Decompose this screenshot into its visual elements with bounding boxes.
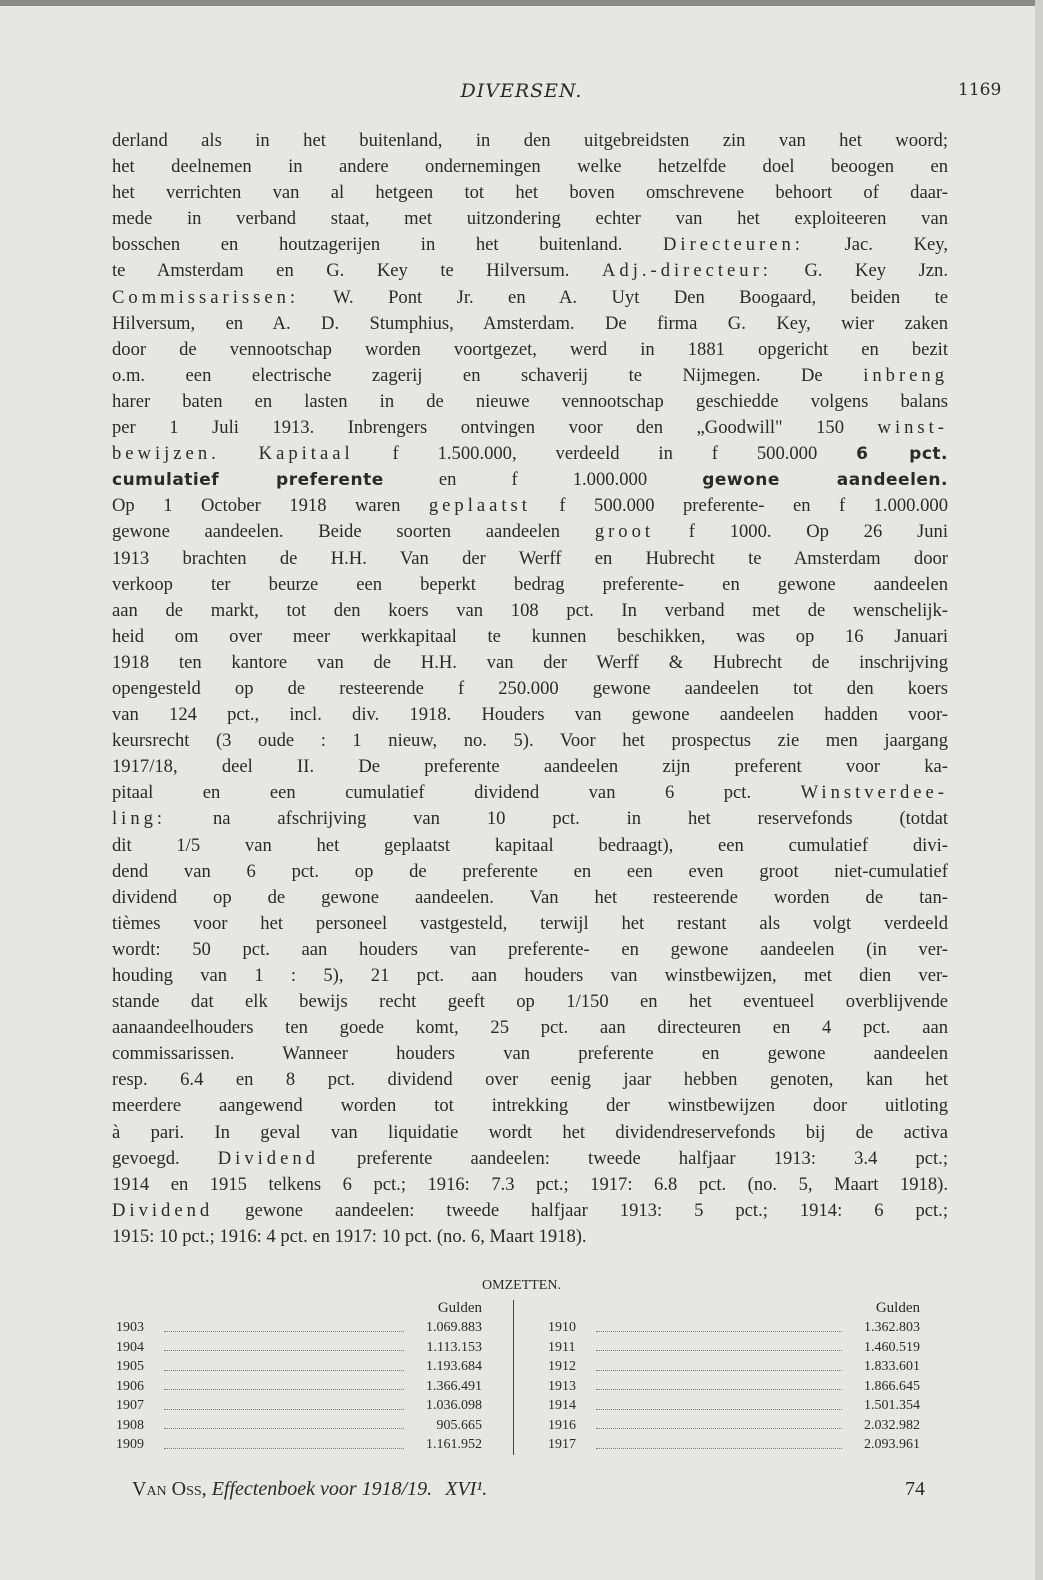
- bold-emphasis: 6 pct.: [856, 444, 948, 465]
- table-row: [116, 1435, 482, 1455]
- text-line: [112, 833, 948, 859]
- text-segment: pitaal en een cumulatief dividend van 6 pct.: [112, 782, 801, 804]
- column-header: Gulden: [875, 1300, 920, 1316]
- text-line: [112, 258, 948, 284]
- text-segment: [220, 443, 259, 464]
- text-line: [112, 154, 948, 180]
- footer-sheet-number: 74: [905, 1478, 925, 1500]
- text-segment: resp. 6.4 en 8 pct. dividend over eenig jaar hebben genoten, kan het: [112, 1069, 948, 1091]
- text-line: [112, 1093, 948, 1119]
- turnover-value: 2.032.982: [864, 1417, 920, 1433]
- text-segment: Hilversum, en A. D. Stumphius, Amsterdam. De firma G. Key, wier zaken: [112, 312, 948, 334]
- text-line: [112, 1146, 948, 1172]
- leader-dots: [164, 1318, 404, 1332]
- table-row: [548, 1338, 920, 1358]
- turnover-value: 1.460.519: [864, 1339, 920, 1355]
- year: 1912: [548, 1359, 576, 1374]
- leader-dots: [164, 1396, 404, 1410]
- text-segment: heid om over meer werkkapitaal te kunnen beschikken, was op 16 Januari: [112, 625, 948, 647]
- text-segment: derland als in het buitenland, in den uitgebreidsten zin van het woord;: [112, 130, 948, 151]
- text-line: [112, 963, 948, 989]
- text-line: [112, 806, 948, 832]
- text-segment: gevoegd.: [112, 1147, 218, 1169]
- text-segment: stande dat elk bewijs recht geeft op 1/150 en het eventueel overblijvende: [112, 991, 948, 1013]
- text-line: [112, 1041, 948, 1067]
- text-segment: f 1000. Op 26 Juni: [654, 521, 948, 543]
- year: 1911: [548, 1339, 576, 1355]
- text-line: [112, 285, 948, 311]
- text-line: [112, 232, 948, 258]
- leader-dots: [164, 1416, 404, 1430]
- text-line: [112, 337, 948, 363]
- spaced-emphasis: bewijzen.: [112, 443, 220, 465]
- spaced-emphasis: inbreng: [863, 364, 948, 386]
- text-segment: dend van 6 pct. op de preferente en een even groot niet-cumulatief: [112, 860, 948, 882]
- year: 1904: [116, 1339, 144, 1355]
- text-segment: opengesteld op de resteerende f 250.000 gewone aandeelen tot den koers: [112, 677, 948, 699]
- leader-dots: [596, 1435, 842, 1449]
- footer: [132, 1478, 925, 1501]
- text-line: [112, 885, 948, 911]
- leader-dots: [596, 1396, 842, 1410]
- text-line: [112, 1120, 948, 1146]
- text-line: [112, 937, 948, 963]
- leader-dots: [596, 1377, 842, 1391]
- text-segment: Op 1 October 1918 waren: [112, 495, 429, 517]
- text-line: [112, 546, 948, 572]
- text-segment: 1918 ten kantore van de H.H. van der Werff & Hubrecht de inschrijving: [112, 651, 948, 673]
- turnover-value: 1.362.803: [864, 1320, 920, 1335]
- text-segment: à pari. In geval van liquidatie wordt het dividendreservefonds bij de activa: [112, 1121, 948, 1143]
- turnover-value: 905.665: [436, 1417, 482, 1433]
- text-segment: 1917/18, deel II. De preferente aandeelen zijn preferent voor ka-: [112, 756, 948, 778]
- text-segment: f 500.000 preferente- en f 1.000.000: [530, 495, 948, 517]
- text-line: [112, 441, 948, 467]
- spaced-emphasis: Commissarissen:: [112, 286, 300, 308]
- text-segment: commissarissen. Wanneer houders van preferente en gewone aandeelen: [112, 1043, 948, 1065]
- text-line: [112, 311, 948, 337]
- text-line: [112, 128, 948, 154]
- text-segment: aanaandeelhouders ten goede komt, 25 pct. aan directeuren en 4 pct. aan: [112, 1017, 948, 1039]
- running-header: DIVERSEN.: [460, 80, 583, 102]
- footer-section: XVI¹.: [445, 1478, 488, 1500]
- scan-edge-right: [1035, 0, 1043, 1580]
- year: 1903: [116, 1320, 144, 1335]
- text-segment: keursrecht (3 oude : 1 nieuw, no. 5). Voor het prospectus zie men jaargang: [112, 730, 948, 752]
- text-segment: van 124 pct., incl. div. 1918. Houders van gewone aandeelen hadden voor-: [112, 704, 948, 726]
- text-line: [112, 1015, 948, 1041]
- leader-dots: [164, 1357, 404, 1371]
- column-header: Gulden: [437, 1300, 482, 1316]
- text-segment: G. Key Jzn.: [771, 260, 948, 282]
- scan-edge: [0, 0, 1043, 6]
- year: 1914: [548, 1398, 576, 1413]
- turnover-value: 1.366.491: [426, 1378, 482, 1394]
- text-line: [112, 754, 948, 780]
- text-segment: bosschen en houtzagerijen in het buitenland.: [112, 234, 663, 256]
- leader-dots: [164, 1338, 404, 1352]
- text-segment: mede in verband staat, met uitzondering echter van het exploiteeren van: [112, 208, 948, 230]
- spaced-emphasis: Kapitaal: [258, 443, 354, 465]
- text-line: [112, 780, 948, 806]
- text-segment: harer baten en lasten in de nieuwe vennootschap geschiedde volgens balans: [112, 390, 948, 412]
- text-segment: tièmes voor het personeel vastgesteld, terwijl het restant als volgt verdeeld: [112, 912, 948, 934]
- text-line: [112, 650, 948, 676]
- table-row: [548, 1318, 920, 1338]
- turnover-value: 1.036.098: [426, 1398, 482, 1413]
- text-segment: wordt: 50 pct. aan houders van preferente- en gewone aandeelen (in ver-: [112, 938, 948, 960]
- table-row: [116, 1377, 482, 1397]
- table-row: [116, 1357, 482, 1377]
- text-segment: na afschrijving van 10 pct. in het reservefonds (totdat: [166, 808, 948, 830]
- text-line: [112, 702, 948, 728]
- spaced-emphasis: winst-: [877, 417, 948, 439]
- text-segment: 1915: 10 pct.; 1916: 4 pct. en 1917: 10 pct. (no. 6, Maart 1918).: [112, 1225, 587, 1247]
- table-row: [548, 1396, 920, 1416]
- spaced-emphasis: Directeuren:: [663, 234, 804, 256]
- text-line: [112, 859, 948, 885]
- text-segment: het verrichten van al hetgeen tot het boven omschrevene behoort of daar-: [112, 182, 948, 204]
- text-segment: per 1 Juli 1913. Inbrengers ontvingen voor den „Goodwill" 150: [112, 417, 878, 439]
- turnover-value: 1.866.645: [864, 1378, 920, 1394]
- page-number: 1169: [958, 80, 1002, 100]
- text-segment: W. Pont Jr. en A. Uyt Den Boogaard, beiden te: [299, 286, 948, 308]
- text-segment: dividend op de gewone aandeelen. Van het resteerende worden de tan-: [112, 886, 948, 908]
- leader-dots: [596, 1318, 842, 1332]
- text-segment: verkoop ter beurze een beperkt bedrag preferente- en gewone aandeelen: [112, 573, 948, 595]
- turnover-value: 2.093.961: [864, 1437, 920, 1452]
- spaced-emphasis: Dividend: [112, 1199, 214, 1221]
- spaced-emphasis: Dividend: [217, 1147, 319, 1169]
- text-line: [112, 624, 948, 650]
- text-line: [112, 572, 948, 598]
- footer-author: Van Oss,: [132, 1478, 207, 1500]
- table-column-left: [116, 1298, 482, 1455]
- text-line: [112, 1172, 948, 1198]
- text-segment: meerdere aangewend worden tot intrekking der winstbewijzen door uitloting: [112, 1095, 948, 1117]
- bold-emphasis: cumulatief preferente: [112, 470, 384, 491]
- text-line: [112, 389, 948, 415]
- spaced-emphasis: geplaatst: [428, 495, 531, 517]
- year: 1909: [116, 1437, 144, 1452]
- text-segment: te Amsterdam en G. Key te Hilversum.: [112, 260, 602, 282]
- turnover-value: 1.501.354: [864, 1398, 920, 1413]
- year: 1908: [116, 1417, 144, 1433]
- text-line: [112, 911, 948, 937]
- text-line: [112, 363, 948, 389]
- spaced-emphasis: Winstverdee-: [800, 782, 948, 804]
- text-line: [112, 493, 948, 519]
- text-line: [112, 415, 948, 441]
- text-line: [112, 467, 948, 493]
- text-segment: Jac. Key,: [803, 234, 948, 256]
- table-row: [116, 1338, 482, 1358]
- text-line: [112, 1224, 948, 1250]
- text-segment: dit 1/5 van het geplaatst kapitaal bedraagt), een cumulatief divi-: [112, 834, 948, 856]
- turnover-value: 1.113.153: [426, 1339, 482, 1355]
- table-row: [116, 1318, 482, 1338]
- text-line: [112, 1067, 948, 1093]
- turnover-value: 1.069.883: [426, 1320, 482, 1335]
- spaced-emphasis: Adj.-directeur:: [601, 260, 772, 282]
- footer-title: Effectenboek voor 1918/19.: [211, 1478, 433, 1500]
- body-text: [112, 128, 948, 1250]
- text-segment: preferente aandeelen: tweede halfjaar 1913: 3.4 pct.;: [318, 1147, 948, 1169]
- text-line: [112, 519, 948, 545]
- turnover-value: 1.193.684: [426, 1359, 482, 1374]
- year: 1910: [548, 1320, 576, 1335]
- table-row: [548, 1435, 920, 1455]
- text-line: [112, 989, 948, 1015]
- leader-dots: [596, 1416, 842, 1430]
- table-column-right: [548, 1298, 920, 1455]
- text-segment: door de vennootschap worden voortgezet, werd in 1881 opgericht en bezit: [112, 338, 948, 360]
- turnover-value: 1.161.952: [426, 1437, 482, 1452]
- text-segment: o.m. een electrische zagerij en schaverij te Nijmegen. De: [112, 364, 864, 386]
- text-line: [112, 206, 948, 232]
- text-segment: aan de markt, tot den koers van 108 pct. In verband met de wenschelijk-: [112, 599, 948, 621]
- text-line: [112, 1198, 948, 1224]
- year: 1916: [548, 1417, 576, 1433]
- year: 1917: [548, 1437, 576, 1452]
- year: 1913: [548, 1378, 576, 1394]
- leader-dots: [596, 1357, 842, 1371]
- text-line: [112, 180, 948, 206]
- leader-dots: [164, 1377, 404, 1391]
- bold-emphasis: gewone aandeelen.: [702, 470, 948, 491]
- text-line: [112, 676, 948, 702]
- table-row: [548, 1377, 920, 1397]
- leader-dots: [164, 1435, 404, 1449]
- text-segment: houding van 1 : 5), 21 pct. aan houders van winstbewijzen, met dien ver-: [112, 965, 948, 986]
- table-row: [548, 1416, 920, 1436]
- text-segment: het deelnemen in andere ondernemingen welke hetzelfde doel beoogen en: [112, 156, 948, 178]
- text-line: [112, 598, 948, 624]
- spaced-emphasis: ling:: [112, 808, 167, 830]
- table-row: [548, 1357, 920, 1377]
- column-divider: [513, 1300, 514, 1455]
- text-segment: f 1.500.000, verdeeld in f 500.000: [353, 443, 857, 465]
- spaced-emphasis: groot: [594, 521, 655, 543]
- leader-dots: [596, 1338, 842, 1352]
- text-line: [112, 728, 948, 754]
- text-segment: gewone aandeelen: tweede halfjaar 1913: 5 pct.; 1914: 6 pct.;: [213, 1199, 948, 1221]
- text-segment: 1914 en 1915 telkens 6 pct.; 1916: 7.3 pct.; 1917: 6.8 pct. (no. 5, Maart 1918).: [112, 1173, 948, 1195]
- text-segment: en f 1.000.000: [383, 469, 703, 491]
- year: 1907: [116, 1398, 144, 1413]
- table-row: [116, 1416, 482, 1436]
- year: 1906: [116, 1378, 144, 1394]
- turnover-value: 1.833.601: [864, 1359, 920, 1374]
- text-segment: gewone aandeelen. Beide soorten aandeelen: [112, 521, 595, 543]
- table-title: OMZETTEN.: [482, 1278, 561, 1293]
- table-row: [116, 1396, 482, 1416]
- year: 1905: [116, 1359, 144, 1374]
- text-segment: 1913 brachten de H.H. Van der Werff en Hubrecht te Amsterdam door: [112, 547, 948, 569]
